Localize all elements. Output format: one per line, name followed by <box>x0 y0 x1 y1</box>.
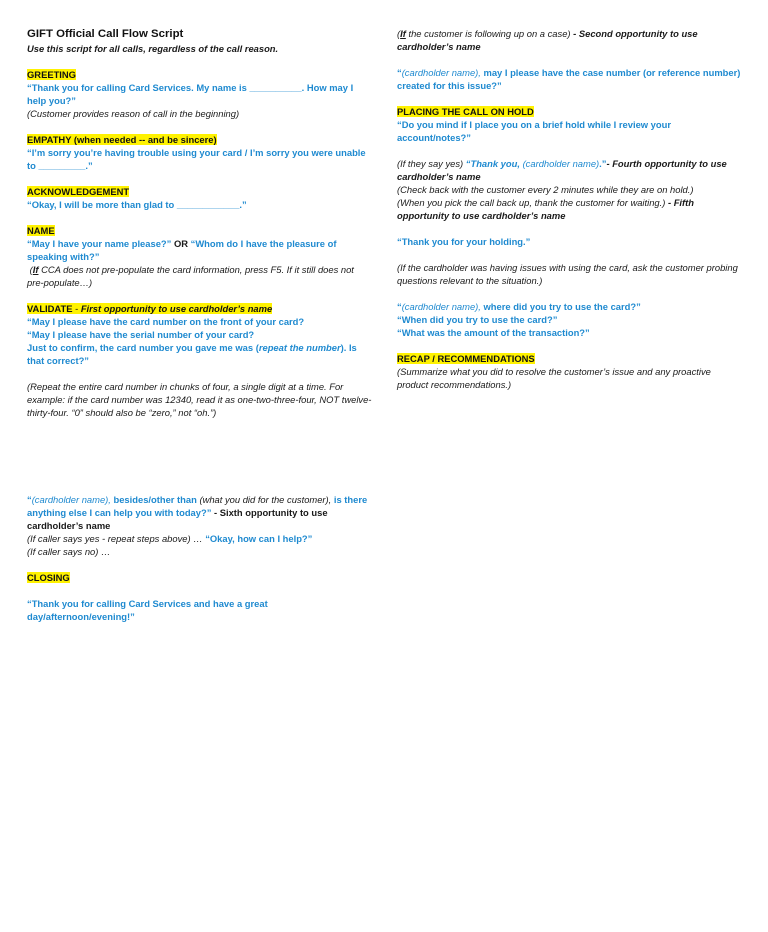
acknowledgement-heading: ACKNOWLEDGEMENT <box>27 186 130 197</box>
name-question-a: “May I have your name please?” <box>27 238 172 249</box>
name-line <box>27 237 372 263</box>
greeting-note: (Customer provides reason of call in the beginning) <box>27 108 240 119</box>
validate-heading: VALIDATE - First opportunity to use cardholder’s name <box>27 303 273 314</box>
greeting-heading: GREETING <box>27 69 76 80</box>
validate-line-2: “May I please have the serial number of your card? <box>27 329 255 340</box>
left-column-bottom <box>27 493 372 623</box>
anything-else-line: “(cardholder name), besides/other than (what you did for the customer), is there anything else I can help you with today?” - Sixth opportunity to use cardholder’s name <box>27 494 368 531</box>
name-heading: NAME <box>27 225 55 236</box>
document-title: GIFT Official Call Flow Script <box>27 28 184 40</box>
closing-heading: CLOSING <box>27 572 70 583</box>
anything-else-yes: (If caller says yes - repeat steps above) … “Okay, how can I help?” <box>27 533 313 544</box>
acknowledgement-line: “Okay, I will be more than glad to ____________.” <box>27 199 247 210</box>
validate-line-3: Just to confirm, the card number you gave me was (repeat the number). Is that correct?” <box>27 342 357 366</box>
recap-note: (Summarize what you did to resolve the customer’s issue and any proactive product recommendations.) <box>397 366 711 390</box>
anything-else-no: (If caller says no) … <box>27 546 111 557</box>
follow-up-line: “(cardholder name), may I please have the case number (or reference number) created for this issue?” <box>397 67 741 91</box>
empathy-line: “I’m sorry you’re having trouble using your card / I’m sorry you were unable to _________.” <box>27 147 366 171</box>
recap-heading: RECAP / RECOMMENDATIONS <box>397 353 535 364</box>
validate-note: (Repeat the entire card number in chunks of four, a single digit at a time. For example: if the card number was 12340, read it as one-two-three-four, NOT twelve-thirty-four. “0” should also be “zero,” not “oh.”) <box>27 381 372 418</box>
closing-line: “Thank you for calling Card Services and have a great day/afternoon/evening!” <box>27 598 268 622</box>
hold-pickup-note: (When you pick the call back up, thank the customer for waiting.) - Fifth opportunity to use cardholder’s name <box>397 197 694 221</box>
validate-line-1: “May I please have the card number on the front of your card? <box>27 316 305 327</box>
probing-question-1: “(cardholder name), where did you try to use the card?” <box>397 301 641 312</box>
greeting-line: “Thank you for calling Card Services. My name is __________. How may I help you?” <box>27 82 354 106</box>
name-note: (If CCA does not pre-populate the card information, press F5. If it still does not pre-populate…) <box>27 264 354 288</box>
empathy-heading: EMPATHY (when needed -- and be sincere) <box>27 134 217 145</box>
hold-line: “Do you mind if I place you on a brief hold while I review your account/notes?” <box>397 119 671 143</box>
document-subtitle: Use this script for all calls, regardless of the call reason. <box>27 43 279 54</box>
follow-up-note: (If the customer is following up on a case) - Second opportunity to use cardholder’s name <box>397 28 698 52</box>
probing-note: (If the cardholder was having issues with using the card, ask the customer probing questions relevant to the situation.) <box>397 262 738 286</box>
probing-question-3: “What was the amount of the transaction?” <box>397 327 590 338</box>
right-column <box>397 27 742 391</box>
name-question-b: “Whom do I have the pleasure of speaking with?” <box>27 238 337 262</box>
hold-yes-line: (If they say yes) “Thank you, (cardholder name).”- Fourth opportunity to use cardholder’s name <box>397 158 727 182</box>
hold-heading: PLACING THE CALL ON HOLD <box>397 106 534 117</box>
name-or: OR <box>173 238 189 249</box>
validate-heading-line <box>27 302 372 315</box>
probing-question-2: “When did you try to use the card?” <box>397 314 558 325</box>
left-column-top <box>27 27 372 419</box>
hold-check-note: (Check back with the customer every 2 minutes while they are on hold.) <box>397 184 694 195</box>
hold-thanks-line: “Thank you for your holding.” <box>397 236 531 247</box>
